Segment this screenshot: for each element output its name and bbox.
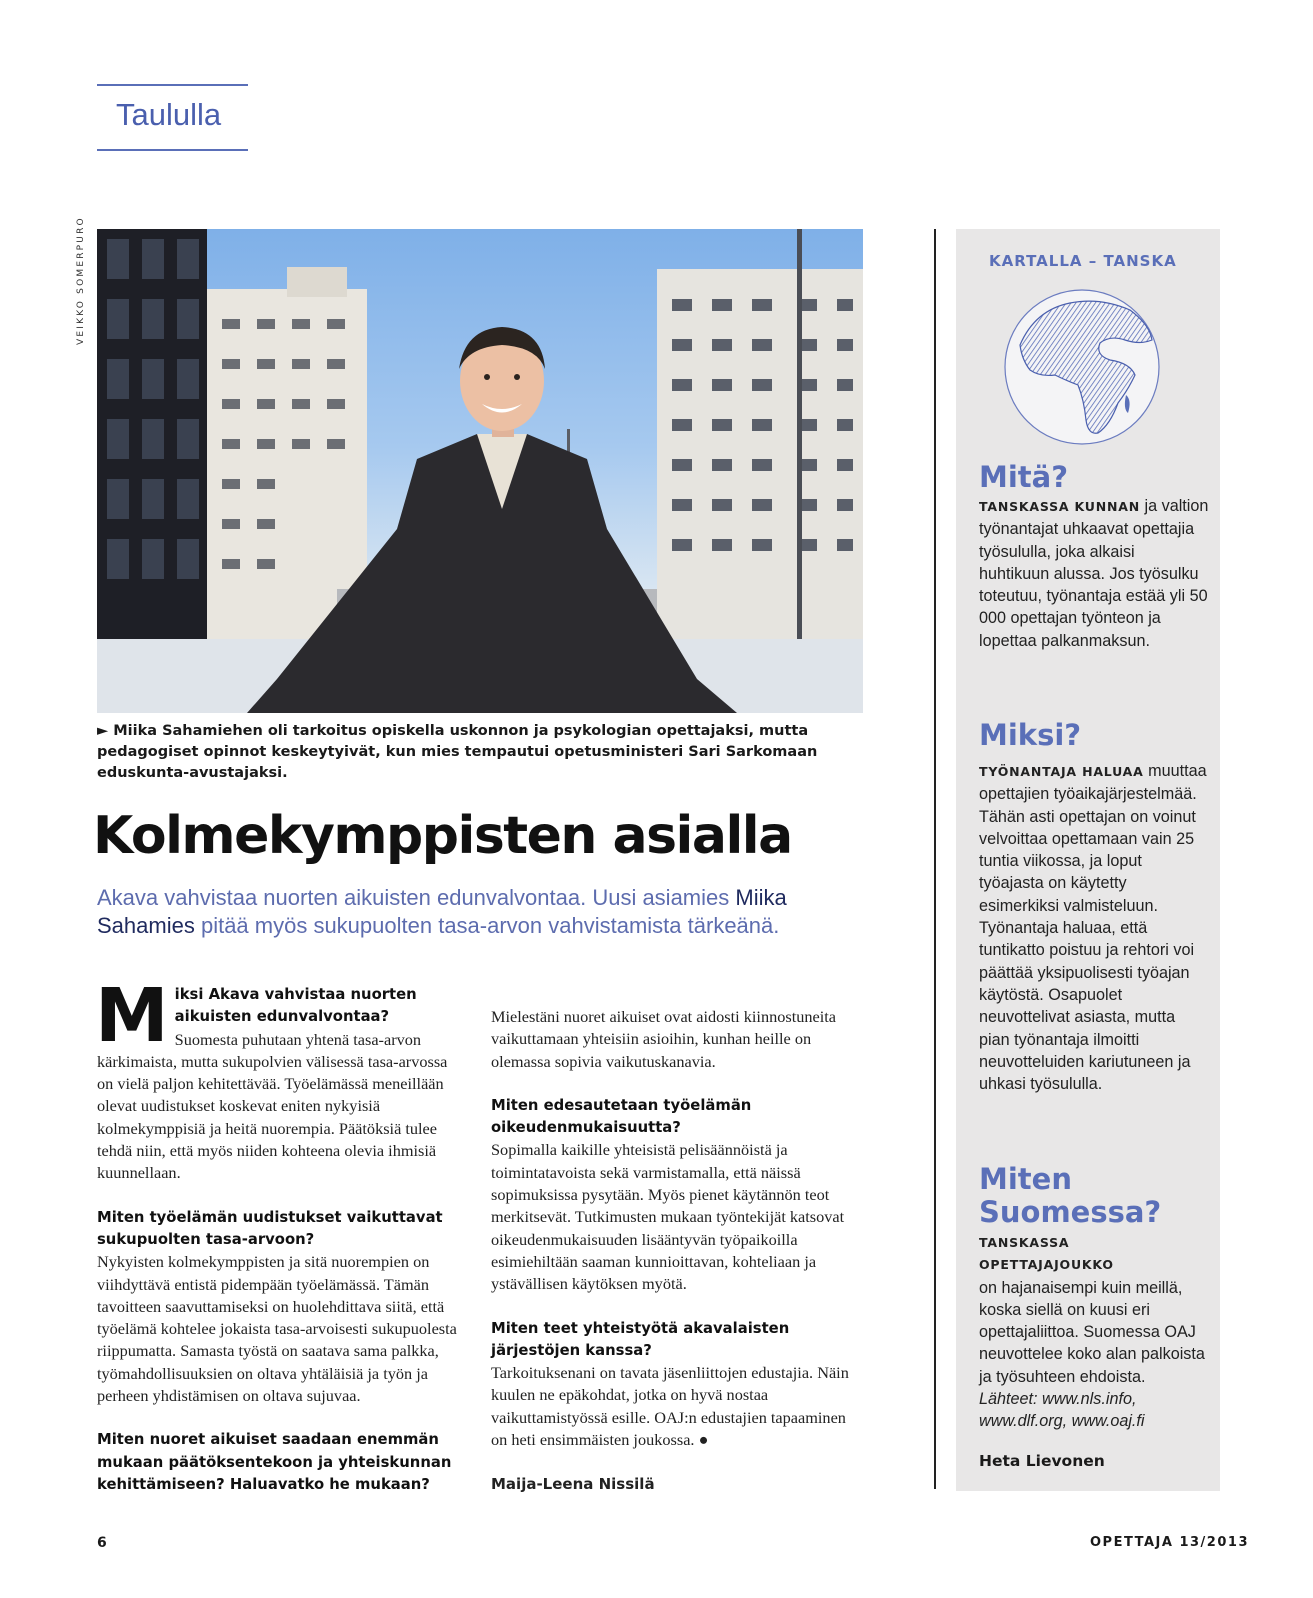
article-lead <box>97 884 837 940</box>
sidebar-text-mita <box>979 495 1209 652</box>
sidebar-kicker: KARTALLA – TANSKA <box>989 252 1177 270</box>
article-photo <box>97 229 863 713</box>
sidebar-body-2: muuttaa opettajien työaikajärjestelmää. Tähän asti opettajan on voinut velvoittaa opettamaan vain 25 tuntia viikossa, ja loput työajasta on käytetty esimerkiksi valmisteluun. Työnantaja haluaa, että tuntikatto poistuu ja rehtori voi päättää yksipuolisesti työajan käytöstä. Osapuolet neuvottelivat asiasta, mutta pian työnantaja ilmoitti neuvotteluiden kariutuneen ja uhkasi työsululla. <box>979 762 1207 1094</box>
sidebar-text-miksi <box>979 760 1209 1095</box>
question-2: Miten työelämän uudistukset vaikuttavat sukupuolten tasa-arvoon? <box>97 1208 443 1248</box>
issue-label: OPETTAJA 13/2013 <box>1090 1535 1249 1550</box>
article-headline: Kolmekymppisten asialla <box>93 806 792 866</box>
lead-text-2: pitää myös sukupuolten tasa-arvon vahvistamista tärkeänä. <box>194 913 780 938</box>
answer-5-text: Tarkoituksenani on tavata jäsenliittojen edustajia. Näin kuulen ne epäkohdat, jotka on hyvä nostaa vaikuttamistyössä esille. OAJ:n edustajien tapaaminen on heti ensimmäisten joukossa. <box>491 1363 849 1450</box>
sidebar-heading-miten-line1: Miten <box>979 1162 1072 1196</box>
section-rule-top <box>97 84 248 86</box>
page-number: 6 <box>97 1535 107 1551</box>
question-5: Miten teet yhteistyötä akavalaisten järjestöjen kanssa? <box>491 1319 790 1359</box>
lead-text-1: Akava vahvistaa nuorten aikuisten edunvalvontaa. Uusi asiamies <box>97 885 736 910</box>
answer-3: Mielestäni nuoret aikuiset ovat aidosti kiinnostuneita vaikuttamaan yhteisiin asioihin, kunhan heille on olemassa sopivia vaikutuskanavia. <box>491 1007 837 1071</box>
answer-5 <box>491 1362 861 1451</box>
question-3: Miten nuoret aikuiset saadaan enemmän mukaan päätöksentekoon ja yhteiskunnan kehittämiseen? Haluavatko he mukaan? <box>97 1431 452 1493</box>
sidebar-author: Heta Lievonen <box>979 1452 1105 1470</box>
article-column-1 <box>95 973 467 1496</box>
sidebar-caps-3: TANSKASSA OPETTAJAJOUKKO <box>979 1235 1114 1273</box>
sidebar-heading-miksi: Miksi? <box>979 718 1082 752</box>
photo-caption <box>97 721 857 784</box>
globe-icon <box>1000 285 1165 450</box>
lead-name: Miika Sahamies <box>97 885 787 938</box>
sidebar-heading-miten-line2: Suomessa? <box>979 1195 1162 1229</box>
section-label: Taululla <box>116 97 222 132</box>
sidebar-body-1: ja valtion työnantajat uhkaavat opettajia työsululla, joka alkaisi huhtikuun alussa. Jos työsulku toteutuu, työnantaja estää yli 50 000 opettajan työnteon ja lopettaa palkanmaksun. <box>979 497 1209 650</box>
article-column-2 <box>491 984 861 1496</box>
section-rule-bottom <box>97 149 248 151</box>
sidebar-sources: Lähteet: www.nls.info, www.dlf.org, www.oaj.fi <box>979 1390 1145 1431</box>
sidebar-heading-miten <box>979 1163 1161 1229</box>
answer-1: Suomesta puhutaan yhtenä tasa-arvon kärkimaista, mutta sukupolvien välisessä tasa-arvossa on vielä paljon kehitettävää. Työelämässä meneillään olevat uudistukset koskevat eniten nykyisiä kolmekymppisiä ja heitä nuorempia. Päätöksiä tulee tehdä niin, että myös niiden kohteena olevia ihmisiä kuunnellaan. <box>97 1029 448 1183</box>
column-divider <box>934 229 936 1489</box>
caption-text: Miika Sahamiehen oli tarkoitus opiskella uskonnon ja psykologian opettajaksi, mutta pedagogiset opinnot keskeytyivät, kun mies tempautui opetusministeri Sari Sarkomaan eduskunta-avustajaksi. <box>97 723 818 781</box>
sidebar-caps-1: TANSKASSA KUNNAN <box>979 499 1140 514</box>
question-1: iksi Akava vahvistaa nuorten aikuisten edunvalvontaa? <box>174 986 417 1026</box>
end-mark: ● <box>698 1430 709 1450</box>
photo-credit: VEIKKO SOMERPURO <box>76 216 86 345</box>
byline: Maija-Leena Nissilä <box>491 1475 655 1494</box>
sidebar-text-miten <box>979 1232 1209 1433</box>
sidebar-caps-2: TYÖNANTAJA HALUAA <box>979 764 1144 779</box>
answer-4: Sopimalla kaikille yhteisistä pelisäännöistä ja toimintatavoista sekä varmistamalla, että näissä sopimuksissa pysytään. Myös pienet käytännön teot merkitsevät. Tutkimusten mukaan työntekijät katsovat oikeudenmukaisuuden lisääntyvän työpaikoilla esimiehiltään saaman kunnioittavan, kohteliaan ja ystävällisen käytöksen myötä. <box>491 1140 845 1294</box>
sidebar-heading-mita: Mitä? <box>979 460 1069 494</box>
dropcap: M <box>95 973 169 1059</box>
photo-illustration <box>97 229 863 713</box>
sidebar-body-3: on hajanaisempi kuin meillä, koska siellä on kuusi eri opettajaliittoa. Suomessa OAJ neuvottelee koko alan palkoista ja työsuhteen ehdoista. <box>979 1278 1205 1386</box>
caption-marker: ► <box>97 723 109 739</box>
answer-2: Nykyisten kolmekymppisten ja sitä nuorempien on viihdyttävä entistä pidempään työelämässä. Tämän tavoitteen saavuttamiseksi on huolehdittava siitä, että työelämä kohtelee jokaista tasa-arvoisesti sukupuolesta riippumatta. Samasta työstä on saatava sama palkka, työmahdollisuuksien on oltava yhtäläisiä ja työn ja perheen yhdistämisen on oltava sujuvaa. <box>97 1252 457 1406</box>
question-4: Miten edesautetaan työelämän oikeudenmukaisuutta? <box>491 1096 752 1137</box>
